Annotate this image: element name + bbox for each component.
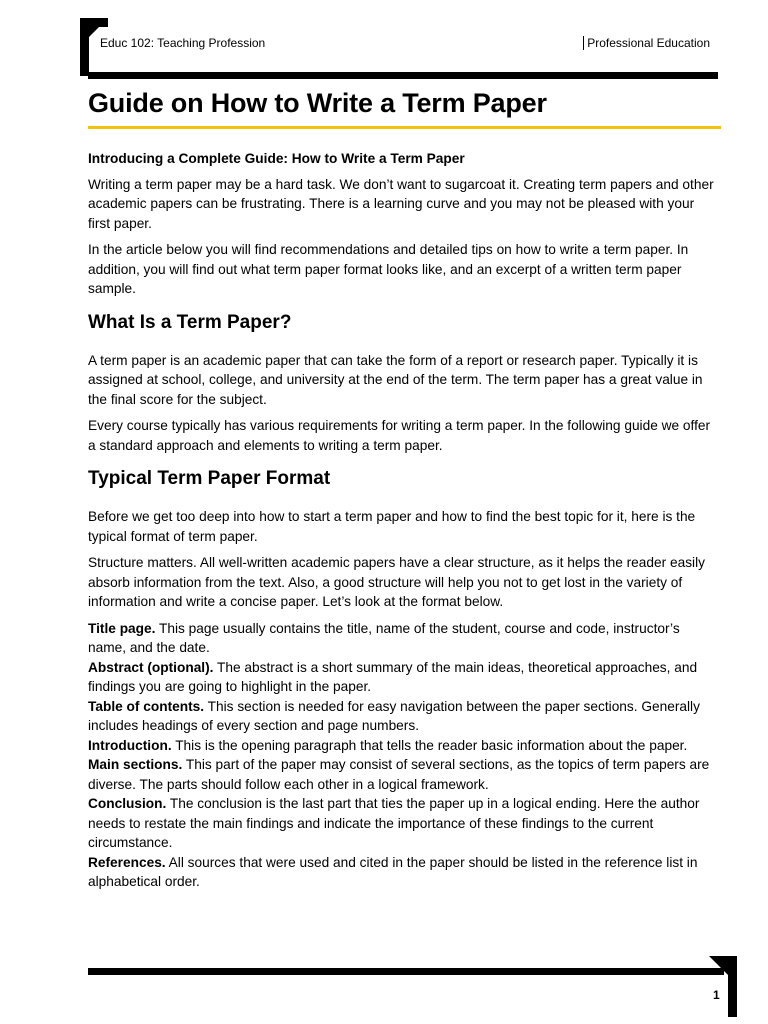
format-term: Table of contents.	[88, 698, 205, 714]
section-paragraph: Structure matters. All well-written academic papers have a clear structure, as it helps the reader easily absorb information from the text. Also, a good structure will help you not to get lost in the variety of information and write a concise paper. Let’s look at the format below.	[88, 555, 705, 609]
format-item-introduction	[88, 736, 718, 756]
format-term: Abstract (optional).	[88, 659, 214, 675]
page-header	[100, 36, 712, 52]
format-term: Conclusion.	[88, 796, 167, 811]
page-number: 1	[713, 988, 720, 1002]
format-item-title-page	[88, 619, 718, 658]
section-heading-format: Typical Term Paper Format	[88, 468, 331, 489]
header-rule	[88, 72, 718, 79]
corner-decoration-bottom-right-bar	[728, 956, 737, 1017]
format-desc: This part of the paper may consist of several sections, as the topics of term papers are diverse. The parts should follow each other in a logical framework.	[88, 757, 710, 792]
format-list	[88, 619, 718, 892]
format-item-references	[88, 853, 718, 892]
header-course: Educ 102: Teaching Profession	[100, 36, 266, 50]
format-desc: This is the opening paragraph that tells the reader basic information about the paper.	[171, 737, 688, 753]
format-desc: The conclusion is the last part that ties the paper up in a logical ending. Here the author needs to restate the main findings and indicate the importance of these findings to the current circumstance.	[88, 796, 700, 850]
title-underline	[88, 126, 721, 129]
format-item-conclusion	[88, 794, 718, 853]
format-term: Title page.	[88, 620, 156, 636]
format-item-toc	[88, 697, 718, 736]
format-term: References.	[88, 854, 166, 870]
format-desc: All sources that were used and cited in the paper should be listed in the reference list in alphabetical order.	[88, 854, 698, 889]
intro-paragraph: Writing a term paper may be a hard task. We don’t want to sugarcoat it. Creating term papers and other academic papers can be frustrating. There is a learning curve and you may not be pleased with your first paper.	[88, 176, 714, 231]
intro-paragraph: In the article below you will find recommendations and detailed tips on how to write a term paper. In addition, you will find out what term paper format looks like, and an excerpt of a written term paper sample.	[88, 242, 689, 296]
format-item-abstract	[88, 658, 718, 697]
section-paragraph: Before we get too deep into how to start a term paper and how to find the best topic for it, here is the typical format of term paper.	[88, 509, 696, 544]
section-heading-what-is: What Is a Term Paper?	[88, 311, 292, 333]
footer-rule	[88, 968, 724, 975]
section-paragraph: A term paper is an academic paper that can take the form of a report or research paper. Typically it is assigned at school, college, and university at the end of the term. The term paper has a great value in the final score for the subject.	[88, 352, 703, 407]
format-desc: This page usually contains the title, name of the student, course and code, instructor’s name, and the date.	[88, 620, 680, 655]
format-item-main-sections	[88, 755, 718, 794]
format-desc: This section is needed for easy navigation between the paper sections. Generally includes headings of every section and page numbers.	[88, 698, 700, 733]
section-paragraph: Every course typically has various requirements for writing a term paper. In the following guide we offer a standard approach and elements to writing a term paper.	[88, 418, 711, 453]
intro-heading: Introducing a Complete Guide: How to Write a Term Paper	[88, 151, 465, 166]
header-department: Professional Education	[583, 36, 710, 50]
page-title: Guide on How to Write a Term Paper	[88, 88, 547, 118]
document-body	[88, 140, 718, 892]
format-term: Main sections.	[88, 757, 183, 772]
format-term: Introduction.	[88, 737, 172, 753]
format-desc: The abstract is a short summary of the main ideas, theoretical approaches, and findings you are going to highlight in the paper.	[88, 659, 698, 694]
